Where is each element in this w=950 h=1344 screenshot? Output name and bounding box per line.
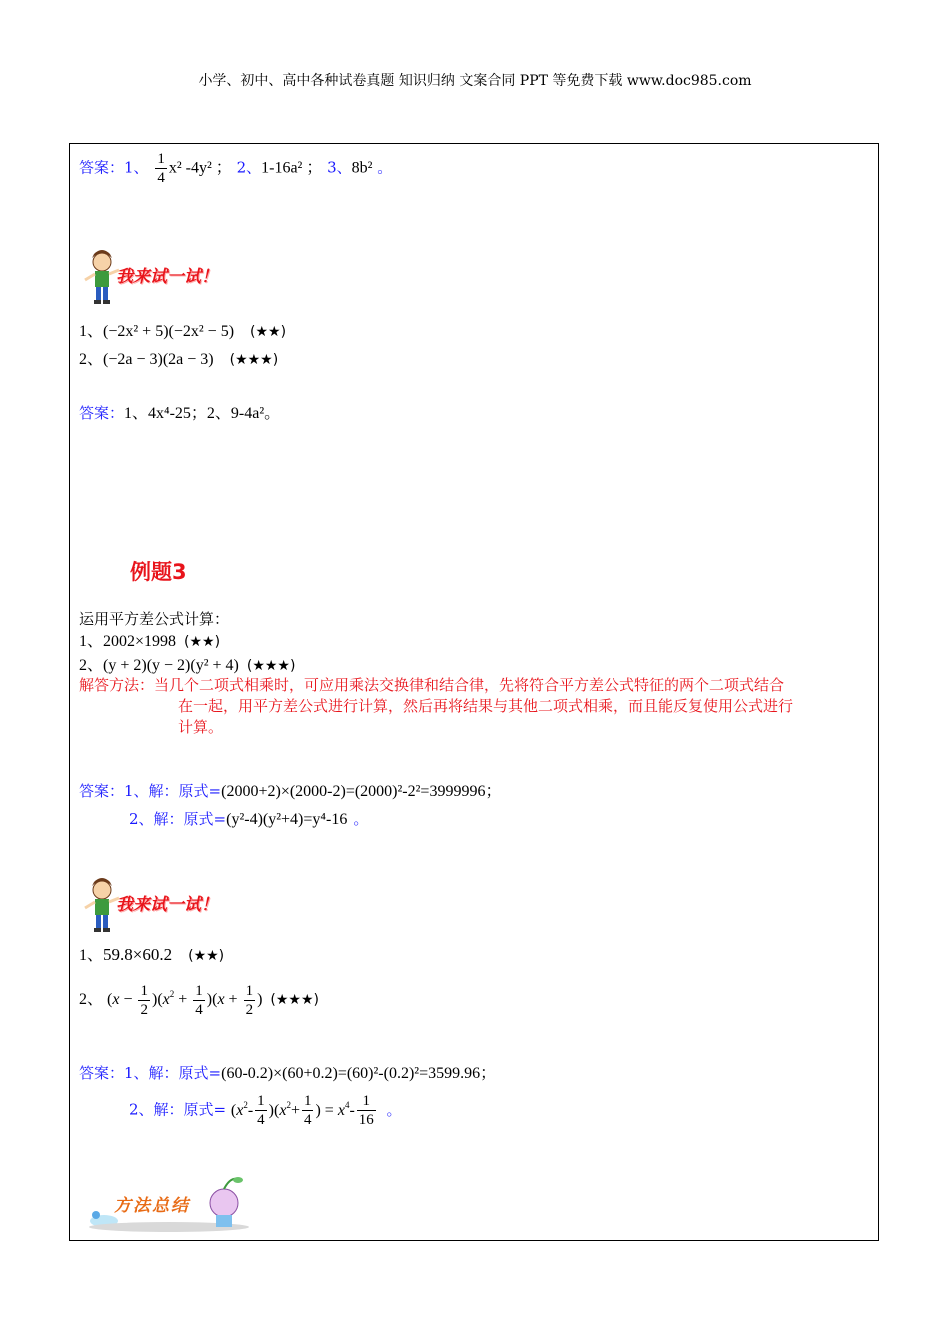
solution-method: 解答方法：当几个二项式相乘时，可应用乘法交换律和结合律，先将符合平方差公式特征的两个二项式结合 在一起，用平方差公式进行计算，然后再将结果与其他二项式相乘，而且能反复使用公式进行 计算。 [79,676,794,736]
example-title: 例题3 [130,560,187,584]
try1-question-2: 2、(−2a − 3)(2a − 3) (★★★) [79,351,279,368]
method-summary-badge: 方法总结 [84,1175,254,1235]
try1-answer: 答案：1、4x⁴-25；2、9-4a²。 [79,404,281,422]
answer-block-1: 答案：1、 $\frac{1}{4}$ x² -4y² ； 2、1-16a² ； 3、8b² 。 [79,151,393,186]
try2-question-2: 2、 (x − $\frac{1}{2}$ )($x^2$ + $\frac{1}{4}$ )(x + $\frac{1}{2}$ ) (★★★) [79,983,319,1018]
try-it-badge: 我来试一试！ [82,248,232,302]
try-it-badge: 我来试一试！ [82,876,232,930]
example-intro: 运用平方差公式计算： [79,610,230,628]
try2-answer-1: 答案：1、解：原式=(60-0.2)×(60+0.2)=(60)²-(0.2)²=3599.96； [79,1064,497,1082]
example-answer-1: 答案：1、解：原式=(2000+2)×(2000-2)=(2000)²-2²=3999996； [79,782,502,800]
try2-answer-2: 2、解：原式= ($x^2-$ $\frac{1}{4}$ )($x^2+$ $\frac{1}{4}$ ) = $x^4-$ $\frac{1}{16}$ 。 [129,1093,402,1128]
example-question-2: 2、(y + 2)(y − 2)(y² + 4) (★★★) [79,657,296,674]
try2-question-1: 1、59.8×60.2 (★★) [79,945,225,964]
page-header: 小学、初中、高中各种试卷真题 知识归纳 文案合同 PPT 等免费下载 www.doc985.com [198,73,752,89]
example-question-1: 1、2002×1998 (★★) [79,633,221,650]
example-answer-2: 2、解：原式=(y²-4)(y²+4)=y⁴-16 。 [129,810,369,828]
try1-question-1: 1、(−2x² + 5)(−2x² − 5) (★★) [79,323,287,340]
fraction: $\frac{1}{4}$ [157,151,165,186]
answer-label: 答案： [79,158,125,177]
